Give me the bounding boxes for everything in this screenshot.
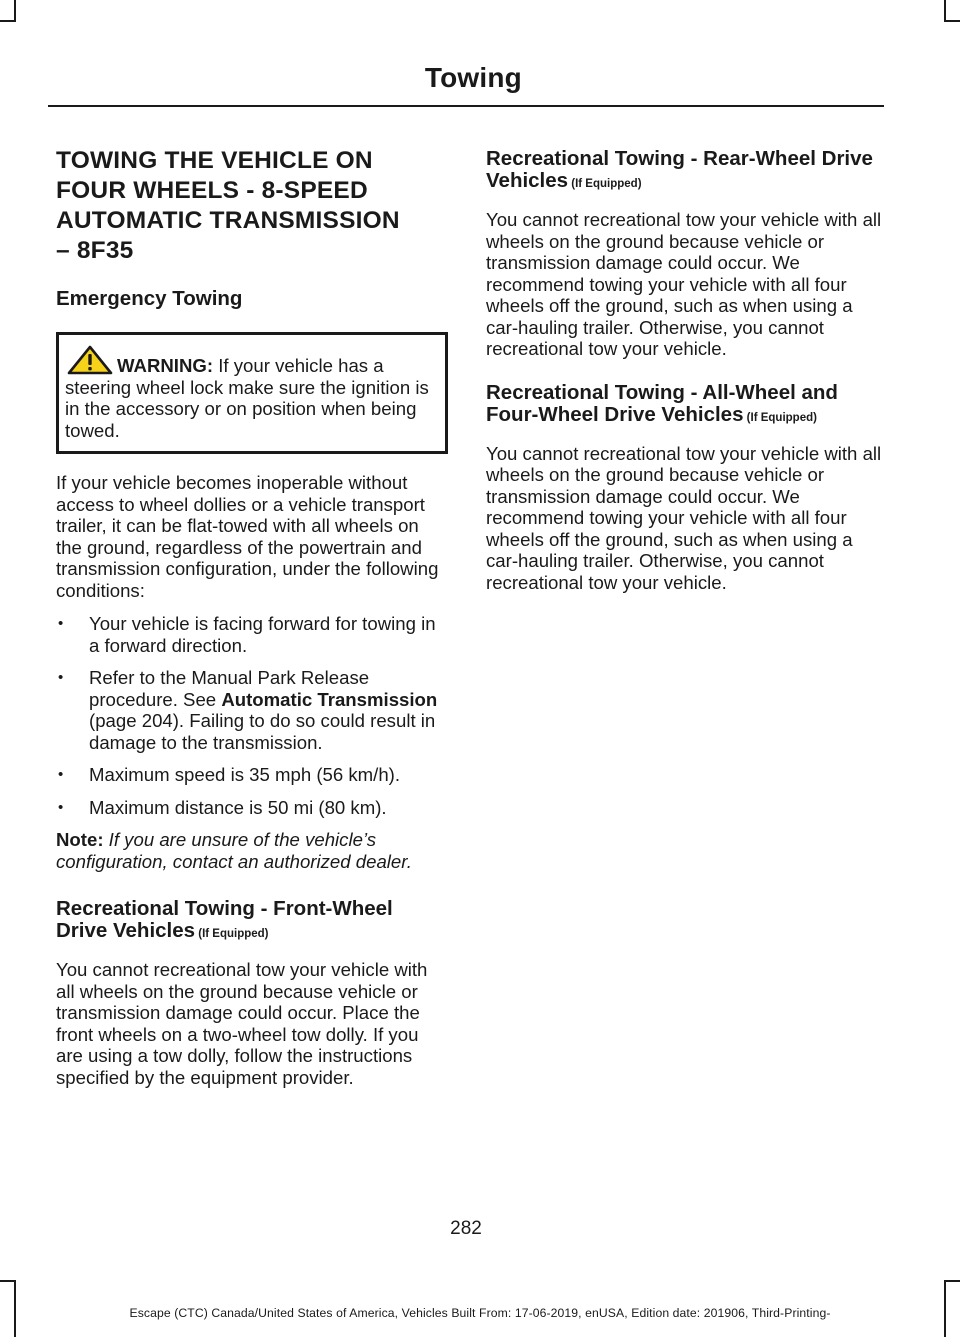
right-column	[486, 140, 884, 605]
crop-mark	[944, 20, 960, 22]
warning-box	[56, 332, 448, 454]
warning-text: If your vehicle has a steering wheel lock make sure the ignition is in the accessory or on position when being towed.	[65, 355, 429, 441]
heading-line: FOUR WHEELS - 8-SPEED	[56, 177, 368, 204]
list-item	[56, 667, 448, 753]
list-item: • Maximum speed is 35 mph (56 km/h).	[56, 764, 448, 786]
page-number: 282	[450, 1218, 482, 1239]
note-paragraph	[56, 829, 448, 872]
left-column	[56, 140, 448, 1100]
intro-paragraph: If your vehicle becomes inoperable without access to wheel dollies or a vehicle transport trailer, it can be flat-towed with all wheels on the ground, regardless of the powertrain and transmission configuration, under the following conditions:	[56, 472, 439, 601]
section-heading	[56, 146, 448, 266]
page-header-title: Towing	[424, 62, 522, 93]
subheading-front-wheel-drive	[56, 898, 448, 945]
list-item: • Your vehicle is facing forward for towing in a forward direction.	[56, 613, 448, 656]
heading-line: TOWING THE VEHICLE ON	[56, 147, 373, 174]
note-text: If you are unsure of the vehicle’s configuration, contact an authorized dealer.	[56, 829, 412, 872]
conditions-list	[56, 613, 448, 818]
subheading-qualifier: (If Equipped)	[743, 411, 817, 424]
subheading-emergency-towing: Emergency Towing	[56, 287, 243, 310]
subheading-all-wheel-drive	[486, 382, 884, 429]
crop-mark	[14, 0, 16, 22]
list-item-text: (page 204). Failing to do so could result in damage to the transmission.	[89, 710, 436, 753]
subheading-text: Recreational Towing - Front-Wheel Drive Vehicles	[56, 897, 393, 942]
footer-edition-info: Escape (CTC) Canada/United States of America, Vehicles Built From: 17-06-2019, enUSA, Edition date: 201906, Third-Printing-	[129, 1306, 831, 1320]
heading-line: AUTOMATIC TRANSMISSION	[56, 207, 400, 234]
heading-line: – 8F35	[56, 237, 134, 264]
awd-paragraph: You cannot recreational tow your vehicle with all wheels on the ground because vehicle or transmission damage could occur. We recommend towing your vehicle with all four wheels off the ground, such as when using a car-hauling trailer. Otherwise, you cannot recreational tow your vehicle.	[486, 442, 882, 593]
subheading-text: Recreational Towing - Rear-Wheel Drive Vehicles	[486, 147, 873, 192]
rwd-paragraph: You cannot recreational tow your vehicle with all wheels on the ground because vehicle or transmission damage could occur. We recommend towing your vehicle with all four wheels off the ground, such as when using a car-hauling trailer. Otherwise, you cannot recreational tow your vehicle.	[486, 209, 882, 359]
warning-label: WARNING:	[117, 355, 214, 376]
list-item: • Maximum distance is 50 mi (80 km).	[56, 797, 448, 819]
cross-reference-link[interactable]: Automatic Transmission	[221, 688, 438, 710]
list-item-text: Refer to the Manual Park Release procedure. See	[89, 667, 370, 710]
note-label: Note:	[56, 829, 104, 850]
header-divider	[48, 105, 884, 107]
fwd-paragraph: You cannot recreational tow your vehicle with all wheels on the ground because vehicle or transmission damage could occur. Place the front wheels on a two-wheel tow dolly. If you are using a tow dolly, follow the instructions specified by the equipment provider.	[56, 959, 428, 1088]
subheading-text: Recreational Towing - All-Wheel and Four-Wheel Drive Vehicles	[486, 380, 838, 426]
warning-triangle-icon	[67, 345, 113, 375]
crop-mark	[944, 0, 946, 22]
crop-mark	[944, 1280, 960, 1282]
crop-mark	[0, 20, 16, 22]
subheading-qualifier: (If Equipped)	[568, 178, 642, 190]
crop-mark	[0, 1280, 16, 1282]
subheading-rear-wheel-drive	[486, 148, 884, 195]
subheading-qualifier: (If Equipped)	[195, 928, 269, 940]
